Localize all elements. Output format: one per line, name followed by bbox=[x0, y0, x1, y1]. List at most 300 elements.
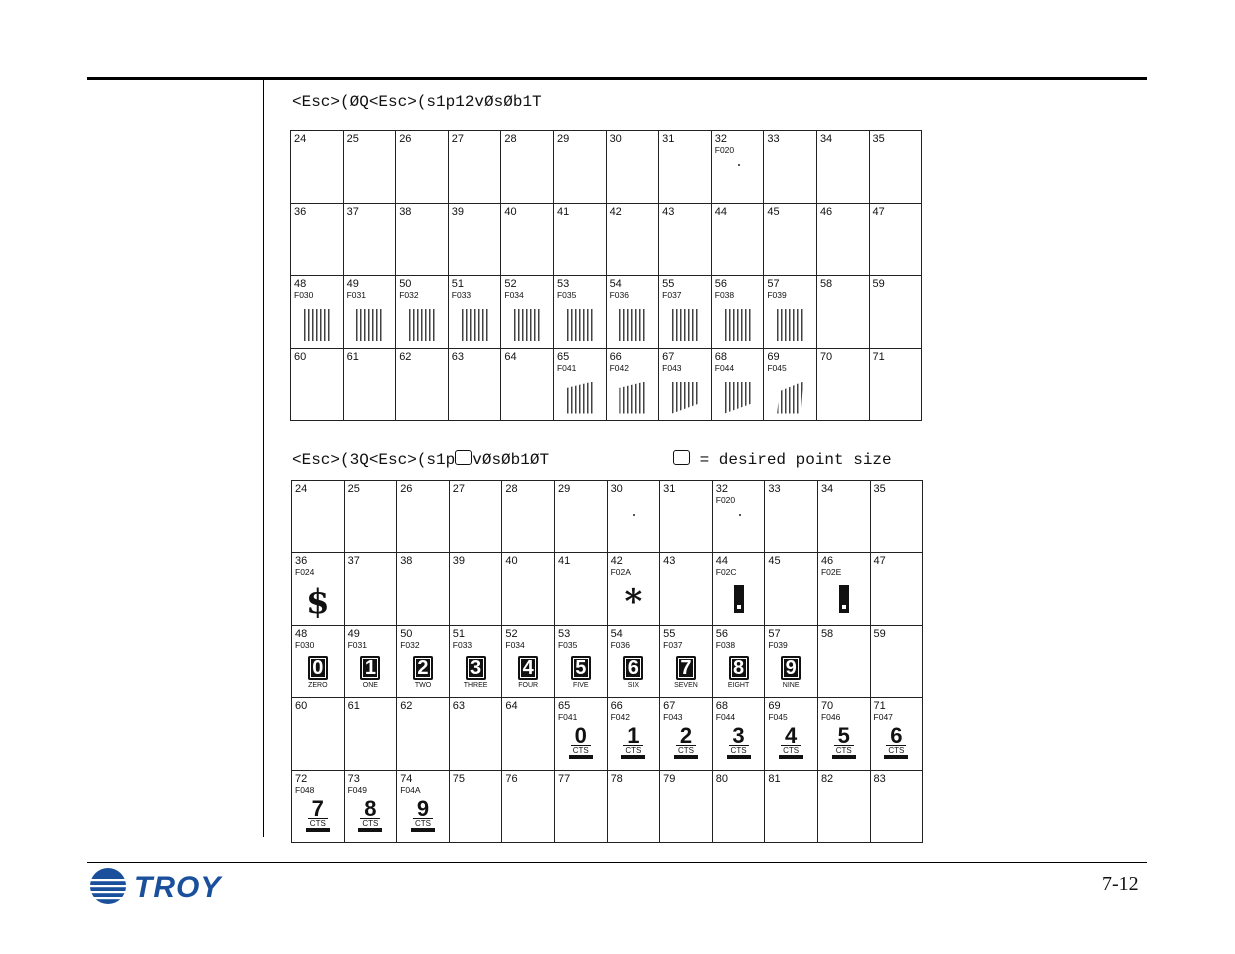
cell-number: 47 bbox=[872, 205, 885, 218]
cell-number: 53 bbox=[557, 627, 571, 640]
cts-underbar bbox=[779, 755, 803, 759]
cell-code: F04A bbox=[400, 784, 421, 795]
symbol-cell bbox=[607, 276, 660, 349]
cell-number: 77 bbox=[557, 772, 571, 785]
cell-number: 31 bbox=[662, 133, 675, 145]
cell-code: F039 bbox=[767, 290, 787, 300]
cell-number: 49 bbox=[346, 278, 359, 290]
cell-number: 45 bbox=[767, 205, 780, 218]
symbol-cell bbox=[870, 349, 923, 422]
cell-number: 81 bbox=[768, 772, 781, 785]
cell-code: F038 bbox=[714, 290, 735, 300]
symbol-glyph: * bbox=[624, 582, 643, 623]
page-number: 7-12 bbox=[1102, 873, 1139, 895]
symbol-cell bbox=[502, 553, 555, 625]
symbol-cell bbox=[292, 553, 345, 625]
symbol-cell bbox=[607, 131, 660, 204]
cell-number: 67 bbox=[662, 350, 675, 363]
command-line-2-prefix: <Esc>(3Q<Esc>(s1p bbox=[292, 451, 456, 469]
symbol-cell bbox=[608, 771, 661, 843]
symbol-cell bbox=[817, 349, 870, 422]
digit-glyph: 8 bbox=[729, 656, 749, 680]
cell-number: 48 bbox=[294, 278, 307, 290]
digit-glyph: 4 bbox=[518, 656, 538, 680]
symbol-cell bbox=[501, 131, 554, 204]
cell-number: 28 bbox=[504, 133, 517, 145]
symbol-cell bbox=[870, 276, 923, 349]
command-line-1: <Esc>(ØQ<Esc>(s1p12vØsØb1T bbox=[292, 93, 542, 111]
symbol-cell bbox=[501, 349, 554, 422]
cell-number: 55 bbox=[662, 278, 675, 290]
symbol-cell bbox=[607, 349, 660, 422]
command-line-2 bbox=[292, 450, 549, 469]
cell-code: F042 bbox=[610, 712, 630, 723]
symbol-cell bbox=[291, 204, 344, 277]
cell-code: F024 bbox=[295, 567, 315, 578]
digit-word: SIX bbox=[627, 681, 639, 689]
symbol-cell bbox=[713, 771, 766, 843]
digit-glyph: 1 bbox=[360, 656, 380, 680]
cell-code: F048 bbox=[295, 784, 315, 795]
dot-glyph-icon bbox=[633, 514, 635, 516]
cell-code: F045 bbox=[768, 712, 788, 723]
symbol-cell bbox=[344, 204, 397, 277]
cell-number: 79 bbox=[663, 772, 676, 785]
cell-number: 40 bbox=[504, 205, 517, 218]
cts-digit-glyph: 2 bbox=[679, 723, 693, 749]
cell-number: 35 bbox=[873, 483, 886, 495]
cts-digit-glyph: 1 bbox=[627, 723, 640, 749]
cell-number: 42 bbox=[609, 205, 622, 218]
cell-number: 69 bbox=[767, 350, 780, 363]
digit-word: NINE bbox=[782, 681, 800, 689]
symbol-cell bbox=[765, 481, 818, 553]
cell-code: F049 bbox=[347, 784, 367, 795]
cell-number: 35 bbox=[872, 133, 885, 145]
symbol-glyph: $ bbox=[305, 582, 330, 623]
cell-number: 41 bbox=[556, 205, 570, 218]
cell-code: F036 bbox=[609, 290, 629, 300]
barcode-glyph-icon bbox=[777, 382, 803, 414]
cell-code: F032 bbox=[400, 639, 420, 650]
cts-digit-glyph: 9 bbox=[416, 795, 430, 821]
symbol-cell bbox=[817, 131, 870, 204]
cell-code: F020 bbox=[714, 145, 735, 155]
cell-code: F042 bbox=[609, 362, 629, 373]
barcode-glyph-icon bbox=[304, 309, 330, 341]
symbol-table-2 bbox=[291, 480, 923, 843]
cell-code: F031 bbox=[346, 290, 366, 300]
point-size-box-icon bbox=[455, 450, 472, 465]
digit-word: SEVEN bbox=[674, 681, 698, 689]
symbol-cell bbox=[764, 276, 817, 349]
cell-number: 63 bbox=[451, 350, 465, 363]
cell-code: F033 bbox=[451, 290, 472, 300]
symbol-cell bbox=[765, 698, 818, 770]
symbol-cell bbox=[712, 349, 765, 422]
dot-glyph-icon bbox=[739, 514, 741, 516]
side-rule bbox=[263, 80, 264, 837]
barcode-glyph-icon bbox=[725, 382, 751, 414]
cell-code: F020 bbox=[715, 495, 736, 505]
symbol-cell bbox=[554, 349, 607, 422]
digit-word: ONE bbox=[362, 681, 378, 689]
symbol-cell bbox=[659, 204, 712, 277]
symbol-cell bbox=[555, 553, 608, 625]
symbol-cell bbox=[712, 204, 765, 277]
cell-number: 56 bbox=[715, 627, 728, 640]
digit-glyph: 7 bbox=[676, 656, 696, 680]
cell-code: F044 bbox=[715, 712, 736, 723]
digit-word: TWO bbox=[414, 681, 432, 689]
cell-number: 59 bbox=[872, 278, 885, 290]
cell-number: 71 bbox=[872, 350, 885, 363]
cell-number: 80 bbox=[715, 772, 728, 785]
cell-number: 39 bbox=[451, 205, 465, 218]
cts-digit-glyph: 5 bbox=[837, 723, 850, 749]
cts-digit-glyph: 3 bbox=[732, 723, 745, 749]
symbol-cell bbox=[502, 626, 555, 698]
symbol-cell bbox=[871, 481, 924, 553]
cell-number: 55 bbox=[663, 627, 676, 640]
symbol-cell bbox=[292, 698, 345, 770]
symbol-cell bbox=[871, 698, 924, 770]
cell-code: F041 bbox=[557, 712, 578, 723]
cell-number: 33 bbox=[767, 133, 780, 145]
digit-word: THREE bbox=[463, 681, 488, 689]
cts-label: CTS bbox=[309, 818, 326, 828]
cell-code: F044 bbox=[714, 362, 735, 373]
symbol-cell bbox=[660, 698, 713, 770]
cell-number: 27 bbox=[452, 483, 466, 495]
symbol-cell bbox=[712, 276, 765, 349]
cell-code: F035 bbox=[556, 290, 577, 300]
barcode-glyph-icon bbox=[567, 309, 593, 341]
symbol-cell bbox=[713, 481, 766, 553]
top-rule bbox=[87, 77, 1147, 80]
cell-code: F030 bbox=[295, 639, 315, 650]
troy-logo bbox=[88, 866, 223, 908]
symbol-cell bbox=[554, 131, 607, 204]
cts-underbar bbox=[358, 828, 382, 832]
cts-underbar bbox=[674, 755, 698, 759]
cell-number: 29 bbox=[557, 483, 571, 495]
symbol-cell bbox=[817, 204, 870, 277]
cell-number: 50 bbox=[400, 627, 413, 640]
cell-number: 30 bbox=[609, 133, 622, 145]
cts-underbar bbox=[884, 755, 908, 759]
barcode-glyph-icon bbox=[409, 309, 435, 341]
cell-number: 53 bbox=[556, 278, 570, 290]
symbol-cell bbox=[449, 276, 502, 349]
cell-number: 56 bbox=[714, 278, 727, 290]
symbol-cell bbox=[502, 771, 555, 843]
cell-number: 24 bbox=[294, 133, 307, 145]
cell-number: 43 bbox=[663, 555, 676, 568]
symbol-cell bbox=[764, 204, 817, 277]
cell-code: F036 bbox=[610, 639, 630, 650]
cell-number: 25 bbox=[346, 133, 359, 145]
cell-number: 37 bbox=[347, 555, 360, 568]
cell-code: F032 bbox=[399, 290, 419, 300]
cell-number: 49 bbox=[347, 627, 360, 640]
cts-underbar bbox=[569, 755, 593, 759]
command-line-2-suffix: vØsØb1ØT bbox=[472, 451, 550, 469]
symbol-cell bbox=[396, 276, 449, 349]
cell-code: F043 bbox=[663, 712, 683, 723]
digit-glyph: 6 bbox=[623, 656, 643, 680]
cts-label: CTS bbox=[572, 746, 589, 756]
symbol-cell bbox=[555, 771, 608, 843]
symbol-cell bbox=[659, 131, 712, 204]
cell-number: 60 bbox=[294, 350, 307, 363]
digit-glyph: 0 bbox=[308, 656, 328, 680]
symbol-cell bbox=[501, 204, 554, 277]
cell-number: 26 bbox=[400, 483, 413, 495]
symbol-cell bbox=[555, 481, 608, 553]
symbol-cell bbox=[450, 481, 503, 553]
cell-number: 54 bbox=[610, 627, 623, 640]
cts-digit-glyph: 7 bbox=[311, 795, 324, 821]
symbol-cell bbox=[712, 131, 765, 204]
cell-number: 66 bbox=[610, 700, 623, 713]
digit-word: ZERO bbox=[308, 681, 328, 689]
symbol-cell bbox=[397, 553, 450, 625]
cell-code: F043 bbox=[662, 362, 682, 373]
symbol-cell bbox=[818, 771, 871, 843]
symbol-cell bbox=[292, 771, 345, 843]
cell-number: 68 bbox=[714, 350, 727, 363]
symbol-cell bbox=[765, 626, 818, 698]
cell-number: 64 bbox=[505, 700, 518, 713]
symbol-cell bbox=[871, 553, 924, 625]
symbol-cell bbox=[870, 204, 923, 277]
cell-number: 44 bbox=[714, 205, 727, 218]
cts-label: CTS bbox=[783, 746, 800, 756]
cell-number: 32 bbox=[714, 133, 727, 145]
symbol-cell bbox=[659, 349, 712, 422]
digit-glyph: 5 bbox=[571, 656, 591, 680]
cell-number: 40 bbox=[505, 555, 518, 568]
symbol-cell bbox=[345, 553, 398, 625]
cell-number: 34 bbox=[819, 133, 833, 145]
point-size-legend-box-icon bbox=[673, 450, 690, 465]
symbol-cell bbox=[450, 698, 503, 770]
cell-number: 62 bbox=[400, 700, 413, 713]
symbol-cell bbox=[450, 771, 503, 843]
barcode-glyph-icon bbox=[514, 309, 540, 341]
cell-number: 33 bbox=[768, 483, 781, 495]
symbol-cell bbox=[344, 349, 397, 422]
symbol-cell bbox=[450, 626, 503, 698]
cell-number: 60 bbox=[295, 700, 308, 713]
symbol-cell bbox=[397, 481, 450, 553]
cell-number: 76 bbox=[505, 772, 518, 785]
cell-number: 34 bbox=[820, 483, 834, 495]
cell-number: 75 bbox=[452, 772, 466, 785]
cts-underbar bbox=[832, 755, 856, 759]
symbol-cell bbox=[345, 481, 398, 553]
cts-label: CTS bbox=[835, 746, 852, 756]
digit-word: EIGHT bbox=[727, 681, 750, 689]
cts-underbar bbox=[306, 828, 330, 832]
symbol-cell bbox=[659, 276, 712, 349]
cell-code: F02A bbox=[610, 567, 631, 578]
cts-label: CTS bbox=[888, 746, 905, 756]
cell-number: 78 bbox=[610, 772, 623, 785]
cell-code: F047 bbox=[873, 712, 893, 723]
barcode-glyph-icon bbox=[567, 382, 593, 414]
symbol-cell bbox=[397, 626, 450, 698]
cell-number: 38 bbox=[399, 205, 412, 218]
cts-underbar bbox=[727, 755, 751, 759]
cell-number: 32 bbox=[715, 483, 728, 495]
cell-number: 72 bbox=[295, 772, 308, 785]
cell-code: F035 bbox=[557, 639, 578, 650]
cts-label: CTS bbox=[414, 818, 431, 828]
cell-number: 24 bbox=[295, 483, 308, 495]
cell-number: 58 bbox=[819, 278, 833, 290]
symbol-cell bbox=[345, 771, 398, 843]
cts-label: CTS bbox=[677, 746, 694, 756]
digit-word: FIVE bbox=[572, 681, 589, 689]
symbol-cell bbox=[502, 698, 555, 770]
cell-number: 37 bbox=[346, 205, 359, 218]
cell-number: 59 bbox=[873, 627, 886, 640]
symbol-cell bbox=[818, 698, 871, 770]
cell-code: F046 bbox=[820, 712, 841, 723]
symbol-cell bbox=[608, 553, 661, 625]
dot-glyph-icon bbox=[738, 164, 740, 166]
symbol-cell bbox=[660, 626, 713, 698]
cell-number: 68 bbox=[715, 700, 728, 713]
symbol-cell bbox=[450, 553, 503, 625]
cts-underbar bbox=[411, 828, 435, 832]
troy-logo-text: TROY bbox=[134, 871, 222, 904]
cell-number: 71 bbox=[873, 700, 886, 713]
symbol-cell bbox=[291, 276, 344, 349]
cell-code: F034 bbox=[504, 290, 524, 300]
digit-glyph: 3 bbox=[466, 656, 486, 680]
digit-word: FOUR bbox=[518, 681, 539, 689]
cell-code: F045 bbox=[767, 362, 787, 373]
cell-number: 66 bbox=[609, 350, 622, 363]
symbol-cell bbox=[396, 349, 449, 422]
symbol-cell bbox=[608, 481, 661, 553]
cell-number: 51 bbox=[451, 278, 465, 290]
cell-number: 38 bbox=[400, 555, 413, 568]
symbol-cell bbox=[292, 481, 345, 553]
cell-number: 52 bbox=[505, 627, 518, 640]
symbol-cell bbox=[291, 349, 344, 422]
cell-number: 36 bbox=[294, 205, 307, 218]
cell-number: 52 bbox=[504, 278, 517, 290]
symbol-cell bbox=[502, 481, 555, 553]
cell-number: 26 bbox=[399, 133, 412, 145]
cell-number: 57 bbox=[768, 627, 781, 640]
symbol-cell bbox=[397, 771, 450, 843]
symbol-cell bbox=[871, 626, 924, 698]
cell-code: F037 bbox=[663, 639, 683, 650]
symbol-cell bbox=[345, 626, 398, 698]
symbol-cell bbox=[870, 131, 923, 204]
cts-digit-glyph: 8 bbox=[364, 795, 377, 821]
cell-number: 67 bbox=[663, 700, 676, 713]
symbol-cell bbox=[449, 349, 502, 422]
symbol-cell bbox=[818, 481, 871, 553]
cell-number: 54 bbox=[609, 278, 622, 290]
cell-number: 65 bbox=[557, 700, 571, 713]
cell-number: 27 bbox=[451, 133, 465, 145]
cell-code: F033 bbox=[452, 639, 473, 650]
symbol-cell bbox=[396, 204, 449, 277]
cell-number: 44 bbox=[715, 555, 728, 568]
cell-number: 57 bbox=[767, 278, 780, 290]
cell-code: F031 bbox=[347, 639, 367, 650]
cell-number: 73 bbox=[347, 772, 360, 785]
symbol-cell bbox=[344, 276, 397, 349]
cell-number: 62 bbox=[399, 350, 412, 363]
cell-code: F037 bbox=[662, 290, 682, 300]
cell-number: 29 bbox=[556, 133, 570, 145]
cell-number: 47 bbox=[873, 555, 886, 568]
symbol-cell bbox=[397, 698, 450, 770]
symbol-cell bbox=[660, 771, 713, 843]
symbol-cell bbox=[660, 553, 713, 625]
cell-number: 61 bbox=[346, 350, 359, 363]
symbol-cell bbox=[607, 204, 660, 277]
cell-number: 82 bbox=[820, 772, 834, 785]
point-size-legend-text: = desired point size bbox=[690, 451, 892, 469]
barcode-glyph-icon bbox=[619, 382, 645, 414]
cell-number: 70 bbox=[819, 350, 833, 363]
block-glyph-icon bbox=[839, 585, 849, 613]
barcode-glyph-icon bbox=[462, 309, 488, 341]
barcode-glyph-icon bbox=[619, 309, 645, 341]
cell-number: 65 bbox=[556, 350, 570, 363]
digit-glyph: 9 bbox=[781, 656, 801, 680]
cell-number: 28 bbox=[505, 483, 518, 495]
symbol-cell bbox=[817, 276, 870, 349]
cell-number: 31 bbox=[663, 483, 676, 495]
symbol-cell bbox=[713, 626, 766, 698]
cts-label: CTS bbox=[362, 818, 379, 828]
symbol-cell bbox=[292, 626, 345, 698]
symbol-cell bbox=[764, 349, 817, 422]
symbol-cell bbox=[291, 131, 344, 204]
cell-number: 45 bbox=[768, 555, 781, 568]
symbol-cell bbox=[608, 698, 661, 770]
cell-number: 69 bbox=[768, 700, 781, 713]
cell-number: 46 bbox=[820, 555, 834, 568]
symbol-cell bbox=[554, 276, 607, 349]
cts-label: CTS bbox=[625, 746, 642, 756]
cell-number: 39 bbox=[452, 555, 466, 568]
symbol-cell bbox=[555, 626, 608, 698]
cts-digit-glyph: 4 bbox=[785, 723, 798, 749]
cell-code: F041 bbox=[556, 362, 577, 373]
symbol-cell bbox=[765, 553, 818, 625]
cts-label: CTS bbox=[730, 746, 747, 756]
troy-globe-icon bbox=[88, 866, 128, 906]
symbol-table-1 bbox=[290, 130, 922, 421]
symbol-cell bbox=[713, 553, 766, 625]
cell-number: 43 bbox=[662, 205, 675, 218]
cts-underbar bbox=[621, 755, 645, 759]
symbol-cell bbox=[818, 626, 871, 698]
symbol-cell bbox=[871, 771, 924, 843]
cell-number: 63 bbox=[452, 700, 466, 713]
